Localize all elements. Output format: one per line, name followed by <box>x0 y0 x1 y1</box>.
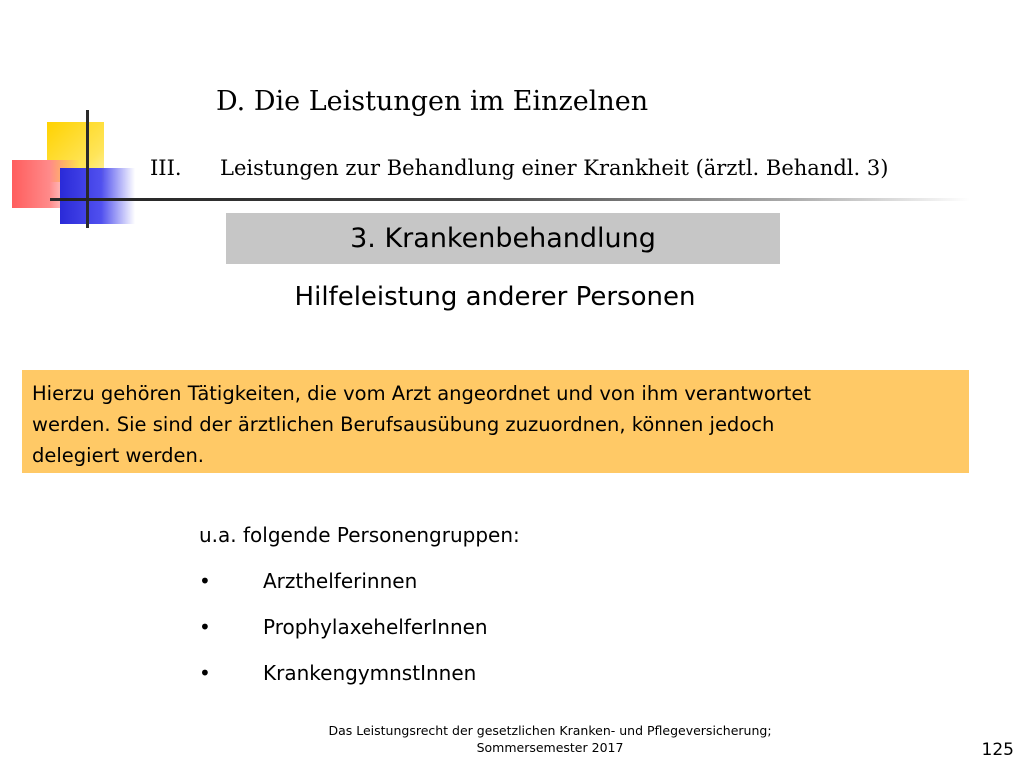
person-groups-list <box>199 518 520 702</box>
subtitle-text: Leistungen zur Behandlung einer Krankheit (ärztl. Behandl. 3) <box>220 156 889 180</box>
slide-subtitle <box>150 156 888 180</box>
page-number: 125 <box>981 740 1014 760</box>
bullet-icon: • <box>199 661 211 685</box>
section-heading: Hilfeleistung anderer Personen <box>294 282 696 312</box>
info-line: delegiert werden. <box>32 444 204 467</box>
bullet-icon: • <box>199 569 211 593</box>
footer-line: Das Leistungsrecht der gesetzlichen Kranken- und Pflegeversicherung; <box>328 723 772 738</box>
info-line: werden. Sie sind der ärztlichen Berufsausübung zuzuordnen, können jedoch <box>32 413 775 436</box>
bullet-icon: • <box>199 615 211 639</box>
list-item-label: Arzthelferinnen <box>263 569 418 593</box>
section-label: 3. Krankenbehandlung <box>350 223 656 254</box>
slide-title: D. Die Leistungen im Einzelnen <box>216 86 649 117</box>
list-item <box>199 564 520 610</box>
logo-vertical-line <box>86 110 89 228</box>
list-item <box>199 656 520 702</box>
footer-line: Sommersemester 2017 <box>476 740 624 755</box>
section-label-box <box>226 213 780 264</box>
info-box <box>22 370 969 473</box>
list-item <box>199 610 520 656</box>
subtitle-number: III. <box>150 156 182 180</box>
title-divider <box>60 198 970 201</box>
logo-blue-square <box>60 168 135 224</box>
list-item-label: KrankengymnstInnen <box>263 661 477 685</box>
list-item-label: ProphylaxehelferInnen <box>263 615 488 639</box>
groups-intro: u.a. folgende Personengruppen: <box>199 523 520 547</box>
info-line: Hierzu gehören Tätigkeiten, die vom Arzt angeordnet und von ihm verantwortet <box>32 382 812 405</box>
footer <box>300 722 800 756</box>
decorative-logo <box>0 100 150 240</box>
